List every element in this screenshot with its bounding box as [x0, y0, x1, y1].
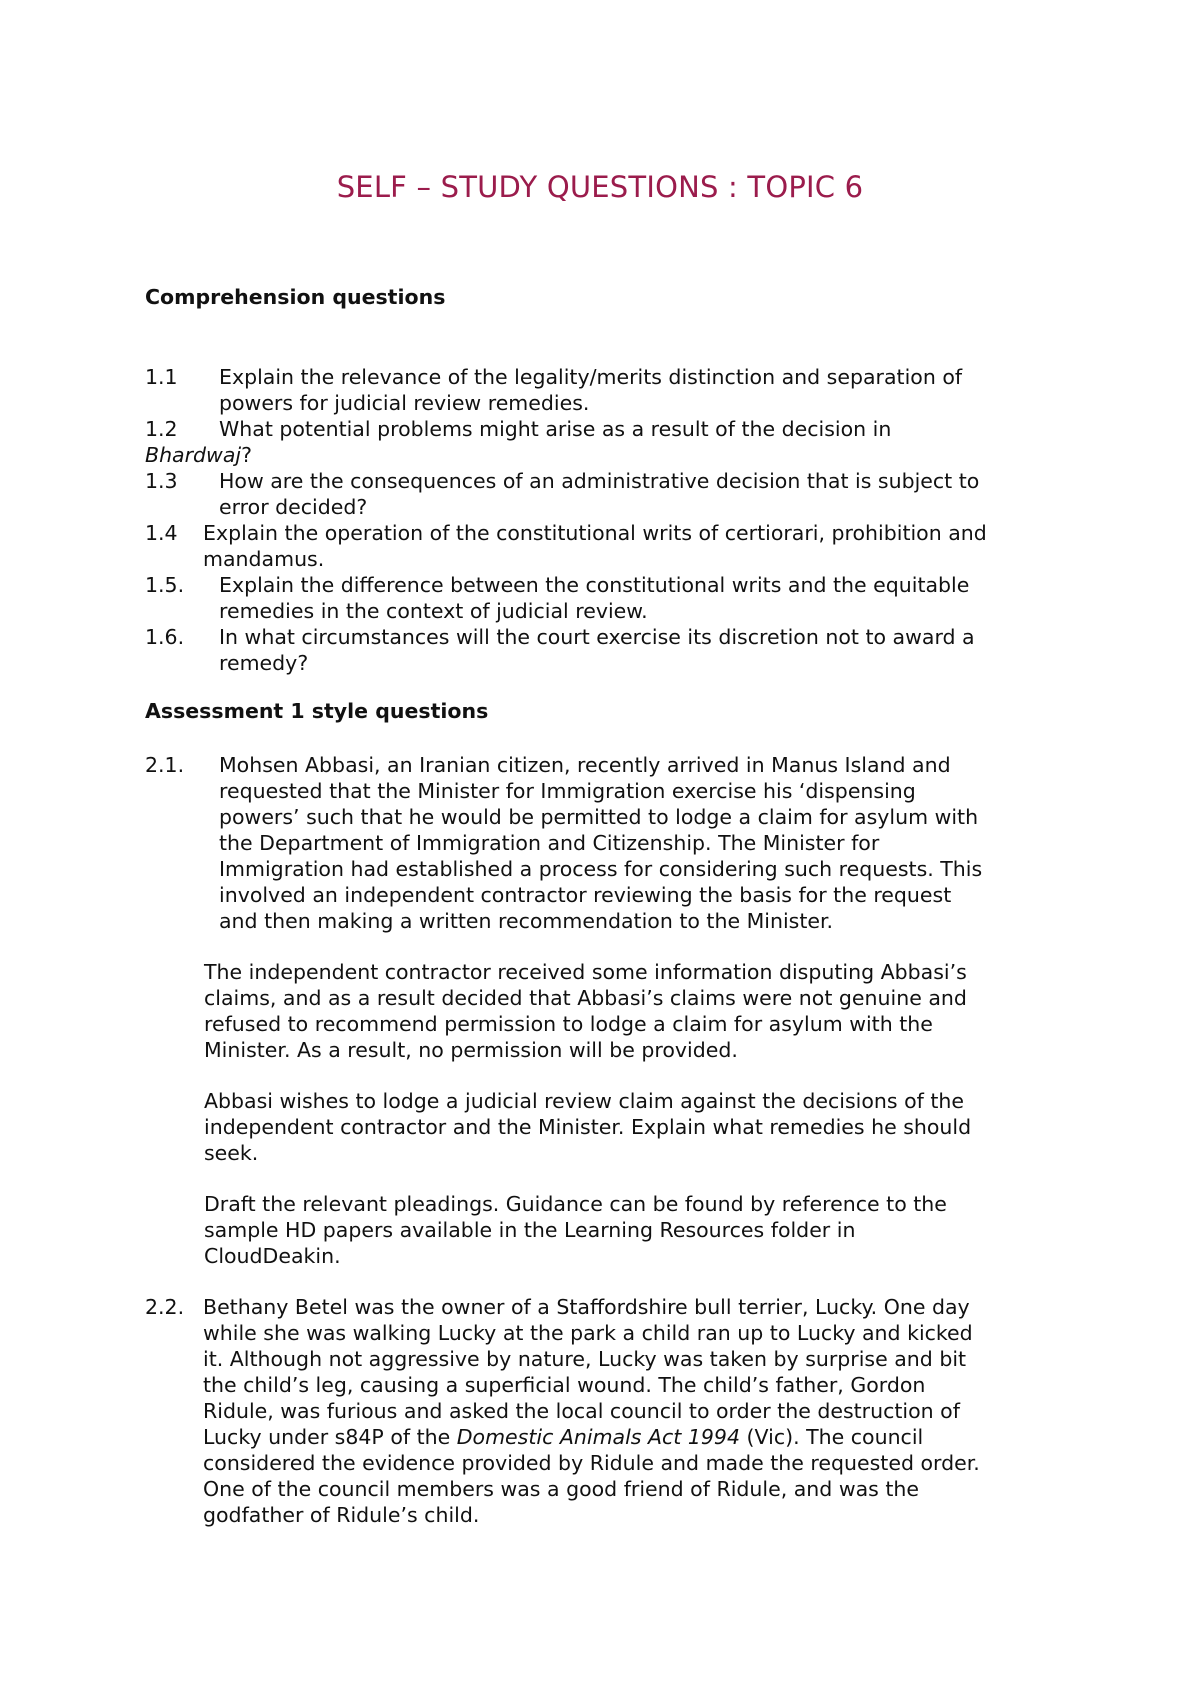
- paragraph-line: claims, and as a result decided that Abbasi’s claims were not genuine and: [204, 986, 967, 1010]
- question-text: Lucky under s84P of the: [203, 1425, 457, 1449]
- paragraph-line: seek.: [204, 1141, 259, 1165]
- question-text: powers for judicial review remedies.: [219, 391, 590, 415]
- question-text: Bethany Betel was the owner of a Staffordshire bull terrier, Lucky. One day: [203, 1295, 970, 1319]
- question-number: 1.4: [145, 521, 178, 545]
- question-text: the child’s leg, causing a superficial wound. The child’s father, Gordon: [203, 1373, 926, 1397]
- question-number: 2.1.: [145, 753, 185, 777]
- paragraph-line: Minister. As a result, no permission will be provided.: [204, 1038, 738, 1062]
- question-2-1: [145, 752, 1075, 934]
- question-text: Explain the operation of the constitutional writs of certiorari, prohibition and: [203, 521, 987, 545]
- page-title: SELF – STUDY QUESTIONS : TOPIC 6: [336, 170, 864, 204]
- question-1-5: [145, 572, 1075, 624]
- paragraph-line: Draft the relevant pleadings. Guidance can be found by reference to the: [204, 1192, 947, 1216]
- question-text: requested that the Minister for Immigration exercise his ‘dispensing: [219, 779, 916, 803]
- paragraph-pleadings: [204, 1191, 1084, 1269]
- question-1-6: [145, 624, 1075, 676]
- question-1-4: [145, 520, 1075, 572]
- question-text: godfather of Ridule’s child.: [203, 1503, 480, 1527]
- question-text: Mohsen Abbasi, an Iranian citizen, recently arrived in Manus Island and: [219, 753, 951, 777]
- question-text: involved an independent contractor reviewing the basis for the request: [219, 883, 952, 907]
- question-text: ?: [241, 443, 252, 467]
- question-number: 1.3: [145, 469, 178, 493]
- paragraph-line: CloudDeakin.: [204, 1244, 341, 1268]
- question-text: Explain the difference between the constitutional writs and the equitable: [219, 573, 970, 597]
- question-text: considered the evidence provided by Ridule and made the requested order.: [203, 1451, 980, 1475]
- question-text: remedy?: [219, 651, 309, 675]
- question-text: One of the council members was a good friend of Ridule, and was the: [203, 1477, 919, 1501]
- question-1-3: [145, 468, 1075, 520]
- question-text: (Vic). The council: [740, 1425, 924, 1449]
- paragraph-contractor: [204, 959, 1084, 1063]
- paragraph-line: Abbasi wishes to lodge a judicial review claim against the decisions of the: [204, 1089, 965, 1113]
- question-text: mandamus.: [203, 547, 325, 571]
- question-text: powers’ such that he would be permitted to lodge a claim for asylum with: [219, 805, 979, 829]
- question-text: How are the consequences of an administrative decision that is subject to: [219, 469, 980, 493]
- question-text: error decided?: [219, 495, 368, 519]
- paragraph-line: refused to recommend permission to lodge a claim for asylum with the: [204, 1012, 933, 1036]
- paragraph-line: The independent contractor received some information disputing Abbasi’s: [204, 960, 967, 984]
- assessment-heading: Assessment 1 style questions: [145, 699, 489, 723]
- question-number: 1.2: [145, 417, 178, 441]
- question-text: the Department of Immigration and Citizenship. The Minister for: [219, 831, 880, 855]
- question-2-2: [145, 1294, 1075, 1528]
- question-number: 1.6.: [145, 625, 185, 649]
- question-text: Immigration had established a process for considering such requests. This: [219, 857, 983, 881]
- paragraph-judicial-review: [204, 1088, 1084, 1166]
- question-number: 2.2.: [145, 1295, 185, 1319]
- question-text: and then making a written recommendation to the Minister.: [219, 909, 834, 933]
- question-1-1: [145, 364, 1075, 416]
- paragraph-line: independent contractor and the Minister. Explain what remedies he should: [204, 1115, 972, 1139]
- question-number: 1.5.: [145, 573, 185, 597]
- question-text: In what circumstances will the court exercise its discretion not to award a: [219, 625, 975, 649]
- question-text: it. Although not aggressive by nature, Lucky was taken by surprise and bit: [203, 1347, 967, 1371]
- question-text: remedies in the context of judicial review.: [219, 599, 648, 623]
- question-number: 1.1: [145, 365, 178, 389]
- question-text: [145, 442, 1075, 468]
- question-text: [145, 1424, 1075, 1450]
- question-text: Explain the relevance of the legality/merits distinction and separation of: [219, 365, 963, 389]
- question-text: Ridule, was furious and asked the local council to order the destruction of: [203, 1399, 960, 1423]
- comprehension-heading: Comprehension questions: [145, 285, 446, 309]
- case-name: Bhardwaj: [145, 443, 242, 467]
- act-name: Domestic Animals Act 1994: [456, 1425, 741, 1449]
- question-1-2: [145, 416, 1075, 468]
- question-text: while she was walking Lucky at the park a child ran up to Lucky and kicked: [203, 1321, 973, 1345]
- question-text: What potential problems might arise as a result of the decision in: [219, 417, 892, 441]
- paragraph-line: sample HD papers available in the Learning Resources folder in: [204, 1218, 856, 1242]
